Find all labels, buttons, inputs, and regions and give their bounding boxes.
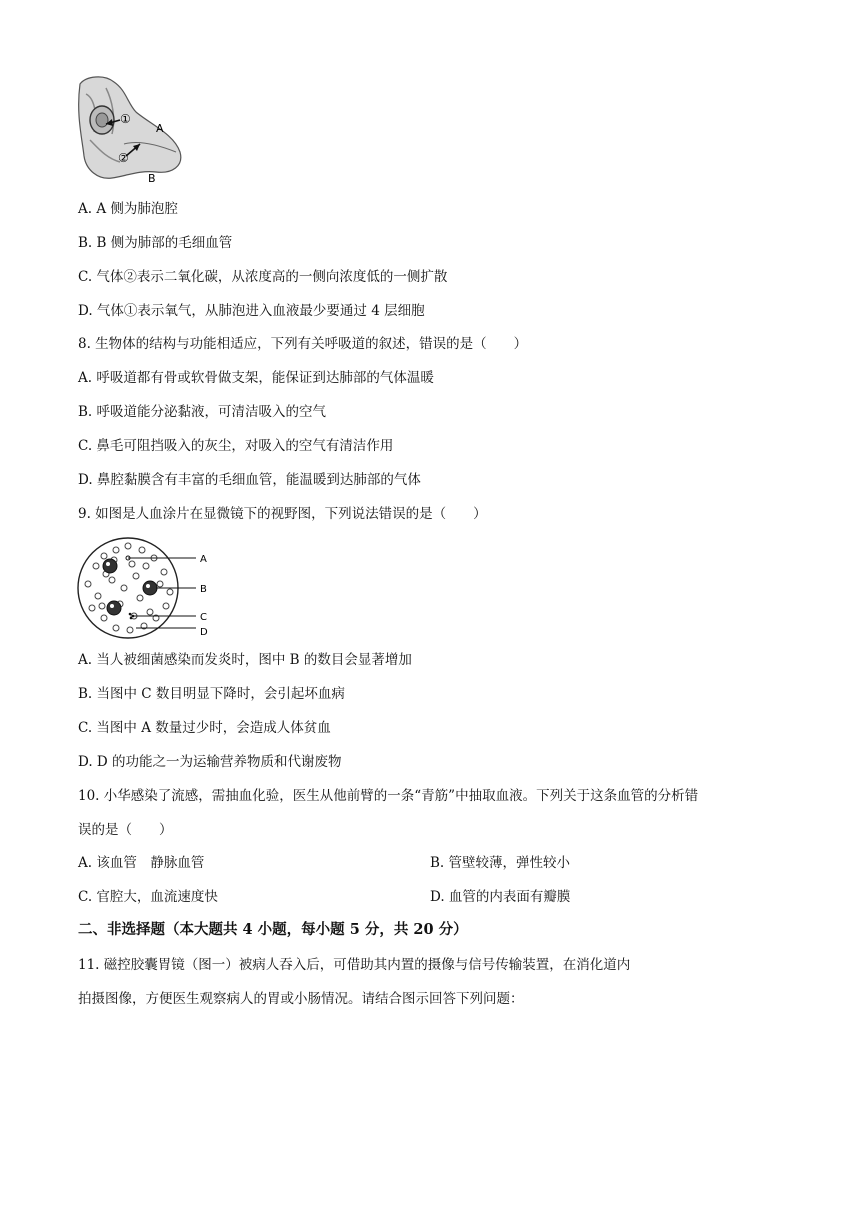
- q7-option-b: B. B 侧为肺部的毛细血管: [78, 235, 233, 251]
- alveolus-figure: [76, 74, 186, 190]
- q9-option-d: D. D 的功能之一为运输营养物质和代谢废物: [78, 754, 342, 770]
- label-b: B: [148, 172, 156, 185]
- q8-option-b: B. 呼吸道能分泌黏液，可清洁吸入的空气: [78, 404, 327, 420]
- q11-line1: 11. 磁控胶囊胃镜（图一）被病人吞入后，可借助其内置的摄像与信号传输装置，在消化道内: [78, 957, 631, 973]
- section2-title: 二、非选择题（本大题共 4 小题，每小题 5 分，共 20 分）: [78, 921, 468, 938]
- q8-option-d: D. 鼻腔黏膜含有丰富的毛细血管，能温暖到达肺部的气体: [78, 472, 421, 488]
- q7-option-a: A. A 侧为肺泡腔: [78, 201, 178, 217]
- q9-stem: 9. 如图是人血涂片在显微镜下的视野图，下列说法错误的是（ ）: [78, 506, 487, 522]
- label-one: ①: [120, 112, 131, 126]
- q9-option-a: A. 当人被细菌感染而发炎时，图中 B 的数目会显著增加: [78, 652, 412, 668]
- q10-stem-line1: 10. 小华感染了流感，需抽血化验，医生从他前臂的一条“青筋”中抽取血液。下列关于这条血管的分析错: [78, 788, 699, 804]
- q9-option-c: C. 当图中 A 数量过少时，会造成人体贫血: [78, 720, 331, 736]
- smear-label-a: A: [200, 554, 207, 565]
- q10-option-c: C. 官腔大，血流速度快: [78, 889, 218, 905]
- q10-option-b: B. 管壁较薄，弹性较小: [430, 855, 571, 871]
- q7-option-c: C. 气体②表示二氧化碳，从浓度高的一侧向浓度低的一侧扩散: [78, 269, 448, 285]
- q10-stem-line2: 误的是（ ）: [78, 822, 173, 838]
- blood-smear-figure: [76, 536, 216, 642]
- q8-option-c: C. 鼻毛可阻挡吸入的灰尘，对吸入的空气有清洁作用: [78, 438, 394, 454]
- q8-option-a: A. 呼吸道都有骨或软骨做支架，能保证到达肺部的气体温暖: [78, 370, 434, 386]
- q10-option-d: D. 血管的内表面有瓣膜: [430, 889, 571, 905]
- smear-label-d: D: [200, 627, 208, 638]
- q7-option-d: D. 气体①表示氧气，从肺泡进入血液最少要通过 4 层细胞: [78, 303, 425, 319]
- q8-stem: 8. 生物体的结构与功能相适应，下列有关呼吸道的叙述，错误的是（ ）: [78, 336, 528, 352]
- smear-label-c: C: [200, 612, 207, 623]
- label-two: ②: [118, 151, 129, 165]
- q9-option-b: B. 当图中 C 数目明显下降时，会引起坏血病: [78, 686, 345, 702]
- q10-option-a: A. 该血管 静脉血管: [78, 855, 205, 871]
- smear-label-b: B: [200, 584, 207, 595]
- label-a: A: [156, 122, 164, 135]
- q11-line2: 拍摄图像，方便医生观察病人的胃或小肠情况。请结合图示回答下列问题：: [78, 991, 524, 1007]
